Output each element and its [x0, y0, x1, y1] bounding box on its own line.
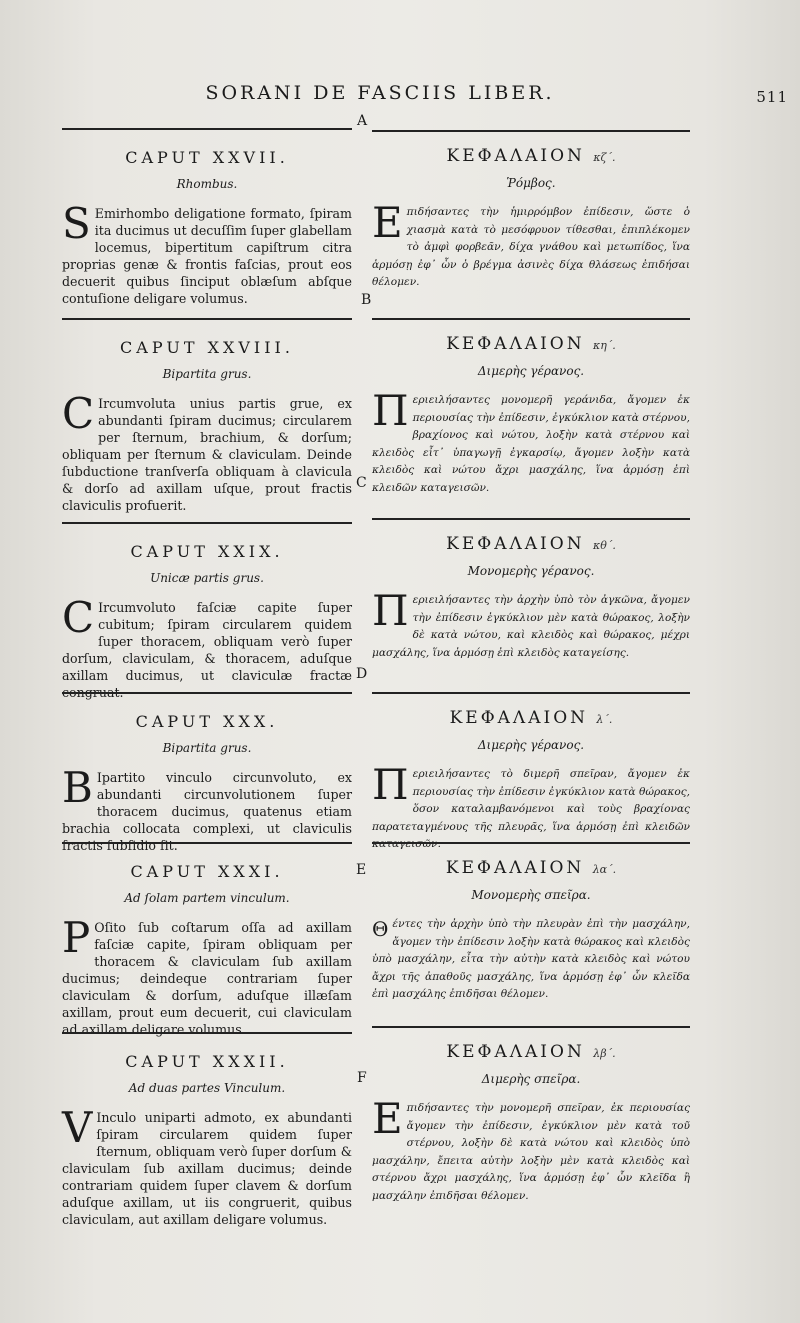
- drop-cap: Π: [372, 760, 409, 809]
- chapter-number: κθ΄.: [592, 539, 616, 552]
- running-head: SORANI DE FASCIIS LIBER.: [205, 82, 555, 104]
- drop-cap: S: [62, 199, 91, 248]
- chapter-subtitle: Διμερὴς σπεῖρα.: [481, 1072, 581, 1086]
- chapter-body: πιδήσαντες τὴν ἡμιρρόμβον ἐπίδεσιν, ὥστε ὁ χιασμὰ κατὰ τὸ μεσόφρυον τίθεσθαι, ἐπιπλέκομεν τὸ ἀμφὶ φορβεᾶν, δίχα γνάθου καὶ μετωπίδος, ἵνα ἁρμόσῃ ἐφ᾽ ὧν ὁ βρέγμα ἀσινὲς δίχα θλάσεως ἐπιδήσαι θέλομεν.: [372, 206, 690, 288]
- chapter-body: έντες τὴν ἀρχὴν ὑπὸ τὴν πλευρὰν ἐπὶ τὴν μασχάλην, ἄγομεν τὴν ἐπίδεσιν λοξὴν κατὰ θώρακος καὶ κλειδὸς ὑπὸ μασχάλην, εἶτα τὴν αὐτὴν κατὰ κλειδὸς καὶ νώτου ἄχρι τῆς ἀπαθοῦς μασχάλης, ἵνα ἁρμόσῃ ἐφ᾽ ὧν κλεῖδα ἐπὶ μασχάλης ἐπιδῆσαι θέλομεν.: [372, 918, 690, 1000]
- page-number: 511: [756, 88, 788, 106]
- chapter-subtitle: Ad duas partes Vinculum.: [128, 1081, 286, 1095]
- chapter-body: Oſito ſub coſtarum oſſa ad axillam faſciæ capite, ſpiram obliquam per thoracem & claviculam ſub axillam ducimus; deindeque contrariam ſuper claviculam & dorſum, aduſque illæſam axillam, prout eum decuerit, cui claviculam ad axillam deligare volumus.: [62, 920, 352, 1037]
- greek-chapter-31: [372, 842, 690, 1004]
- chapter-title: [372, 1042, 690, 1062]
- greek-chapter-27: [372, 130, 690, 292]
- chapter-subtitle: Bipartita grus.: [162, 367, 252, 381]
- section-marker-b: B: [361, 292, 372, 308]
- chapter-title: CAPUT XXXI.: [130, 862, 284, 881]
- chapter-body: Emirhombo deligatione formato, ſpiram ita ducimus ut decuſſim ſuper glabellam locemus, bipertitum capiſtrum citra proprias genæ & frontis faſcias, prout eos decuerit quibus ſinciput oblæſum abſque contuſione deligare volumus.: [62, 206, 352, 306]
- chapter-title: CAPUT XXVII.: [125, 148, 289, 167]
- chapter-subtitle: Ῥόμβος.: [506, 176, 556, 190]
- chapter-rule: [62, 318, 352, 320]
- chapter-text: [62, 913, 352, 1038]
- chapter-text: [62, 199, 352, 307]
- chapter-title: [372, 708, 690, 728]
- chapter-title: CAPUT XXVIII.: [120, 338, 294, 357]
- chapter-body: Ircumvoluto faſciæ capite ſuper cubitum; ſpiram circularem quidem ſuper thoracem, obliquam verò ſuper dorſum, claviculam, & thoracem, aduſque axillam ducimus, ut claviculæ fractæ congruat.: [62, 600, 352, 700]
- chapter-rule: [372, 842, 690, 844]
- latin-chapter-31: [62, 842, 352, 1038]
- chapter-body: Ircumvoluta unius partis grue, ex abundanti ſpiram ducimus; circularem per ſternum, brachium, & dorſum; obliquam per ſternum & claviculam. Deinde ſubductione tranſverſa obliquam à clavicula & dorſo ad axillam uſque, prout fractis claviculis profuerit.: [62, 396, 352, 513]
- drop-cap: Θ: [372, 917, 389, 941]
- chapter-text: [62, 389, 352, 514]
- chapter-rule: [62, 692, 352, 694]
- drop-cap: Π: [372, 386, 409, 435]
- section-marker-d: D: [356, 666, 368, 682]
- chapter-text: [372, 1094, 690, 1205]
- chapter-subtitle: Διμερὴς γέρανος.: [477, 738, 585, 752]
- chapter-number: λβ΄.: [593, 1047, 616, 1060]
- drop-cap: C: [62, 593, 95, 642]
- chapter-rule: [372, 130, 690, 132]
- chapter-subtitle: Rhombus.: [176, 177, 238, 191]
- drop-cap: Ε: [372, 1094, 403, 1143]
- chapter-title: CAPUT XXXII.: [125, 1052, 289, 1071]
- chapter-heading: ΚΕΦΑΛΑΙΟΝ: [449, 708, 589, 728]
- chapter-rule: [62, 128, 352, 130]
- chapter-title: CAPUT XXIX.: [130, 542, 284, 561]
- drop-cap: Ε: [372, 198, 403, 247]
- chapter-text: [372, 760, 690, 854]
- section-marker-a: A: [357, 113, 368, 129]
- greek-chapter-30: [372, 692, 690, 854]
- chapter-heading: ΚΕΦΑΛΑΙΟΝ: [446, 534, 585, 554]
- section-marker-f: F: [357, 1070, 367, 1086]
- drop-cap: Π: [372, 586, 409, 635]
- chapter-number: κζ΄.: [593, 151, 616, 164]
- chapter-number: κη΄.: [593, 339, 616, 352]
- latin-chapter-29: [62, 522, 352, 701]
- latin-chapter-32: [62, 1032, 352, 1228]
- chapter-rule: [62, 1032, 352, 1034]
- chapter-heading: ΚΕΦΑΛΑΙΟΝ: [446, 1042, 585, 1062]
- chapter-subtitle: Unicæ partis grus.: [150, 571, 264, 585]
- chapter-title: [372, 334, 690, 354]
- chapter-rule: [372, 692, 690, 694]
- chapter-body: εριειλήσαντες τὴν ἀρχὴν ὑπὸ τὸν ἀγκῶνα, ἄγομεν τὴν ἐπίδεσιν ἐγκύκλιον μὲν κατὰ θώρακος, λοξὴν δὲ κατὰ νώτου, καὶ κλειδὸς καὶ θώρακος, μέχρι μασχάλης, ἵνα ἁρμόσῃ ἐπὶ κλειδὸς καταγείσης.: [372, 594, 690, 659]
- drop-cap: P: [62, 913, 91, 962]
- chapter-heading: ΚΕΦΑΛΑΙΟΝ: [446, 334, 585, 354]
- drop-cap: C: [62, 389, 95, 438]
- latin-chapter-27: [62, 128, 352, 307]
- chapter-title: [372, 146, 690, 166]
- chapter-number: λα΄.: [592, 863, 617, 876]
- drop-cap: V: [62, 1103, 93, 1152]
- section-marker-e: E: [356, 862, 367, 878]
- chapter-body: εριειλήσαντες μονομερῆ γεράνιδα, ἄγομεν ἐκ περιουσίας τὴν ἐπίδεσιν, ἐγκύκλιον κατὰ στέρνου, βραχίονος καὶ νώτου, λοξὴν κατὰ στέρνου καὶ κλειδὸς εἶτ᾽ ὑπαγωγῇ ἐγκαρσίῳ, ἄγομεν λοξὴν κατὰ κλειδὸς καὶ νώτου ἄχρι μασχάλης, ἵνα ἁρμόσῃ ἐπὶ κλειδῶν καταγεισῶν.: [372, 394, 690, 494]
- chapter-body: Ipartito vinculo circunvoluto, ex abundanti circunvolutionem ſuper thoracem ducimus, quatenus etiam brachia collocata complexi, ut claviculis fractis ſubſidio ſit.: [62, 770, 352, 853]
- chapter-text: [62, 1103, 352, 1228]
- chapter-number: λ΄.: [596, 713, 613, 726]
- chapter-text: [62, 593, 352, 701]
- chapter-subtitle: Διμερὴς γέρανος.: [477, 364, 585, 378]
- chapter-rule: [372, 1026, 690, 1028]
- chapter-title: CAPUT XXX.: [135, 712, 279, 731]
- chapter-rule: [62, 522, 352, 524]
- chapter-rule: [372, 318, 690, 320]
- chapter-heading: ΚΕΦΑΛΑΙΟΝ: [446, 146, 585, 166]
- section-marker-c: C: [356, 475, 367, 491]
- chapter-title: [372, 534, 690, 554]
- chapter-text: [372, 386, 690, 497]
- chapter-body: εριειλήσαντες τὸ διμερῆ σπεῖραν, ἄγομεν ἐκ περιουσίας τὴν ἐπίδεσιν ἐγκύκλιον κατὰ θώρακος, ὅσον καταλαμβανόμενοι καὶ τοὺς βραχίονας παρατεταγμένους τῆς πλευρᾶς, ἵνα ἁρμόσῃ ἐπὶ κλειδῶν καταγεισῶν.: [372, 768, 690, 850]
- chapter-subtitle: Bipartita grus.: [162, 741, 252, 755]
- chapter-subtitle: Ad ſolam partem vinculum.: [124, 891, 290, 905]
- chapter-title: [372, 858, 690, 878]
- greek-chapter-29: [372, 518, 690, 662]
- chapter-rule: [62, 842, 352, 844]
- chapter-body: πιδήσαντες τὴν μονομερῆ σπεῖραν, ἐκ περιουσίας ἄγομεν τὴν ἐπίδεσιν, ἐγκύκλιον μὲν κατὰ τοῦ στέρνου, λοξὴν δὲ κατὰ νώτου καὶ κλειδὸς ὑπὸ μασχάλην, ἔπειτα αὐτὴν λοξὴν μὲν κατὰ κλειδὸς καὶ στέρνου ἄχρι μασχάλης, ἵνα ἁρμόσῃ ἐφ᾽ ὧν κλεῖδα ἢ μασχάλην ἐπιδῆσαι θέλομεν.: [372, 1102, 690, 1202]
- latin-chapter-30: [62, 692, 352, 854]
- chapter-text: [372, 586, 690, 662]
- chapter-body: Inculo uniparti admoto, ex abundanti ſpiram circularem quidem ſuper ſternum, obliquam verò ſuper dorſum & claviculam ſub axillam ducimus; deinde contrariam quidem ſuper clavem & dorſum aduſque axillam, ut iis congruerit, quibus claviculam, aut axillam deligare volumus.: [62, 1110, 352, 1227]
- latin-chapter-28: [62, 318, 352, 514]
- chapter-subtitle: Μονομερὴς σπεῖρα.: [471, 888, 591, 902]
- chapter-text: [372, 198, 690, 292]
- greek-chapter-32: [372, 1026, 690, 1205]
- chapter-heading: ΚΕΦΑΛΑΙΟΝ: [445, 858, 585, 878]
- greek-chapter-28: [372, 318, 690, 497]
- chapter-subtitle: Μονομερὴς γέρανος.: [467, 564, 595, 578]
- drop-cap: B: [62, 763, 93, 812]
- chapter-rule: [372, 518, 690, 520]
- chapter-text: [372, 916, 690, 1004]
